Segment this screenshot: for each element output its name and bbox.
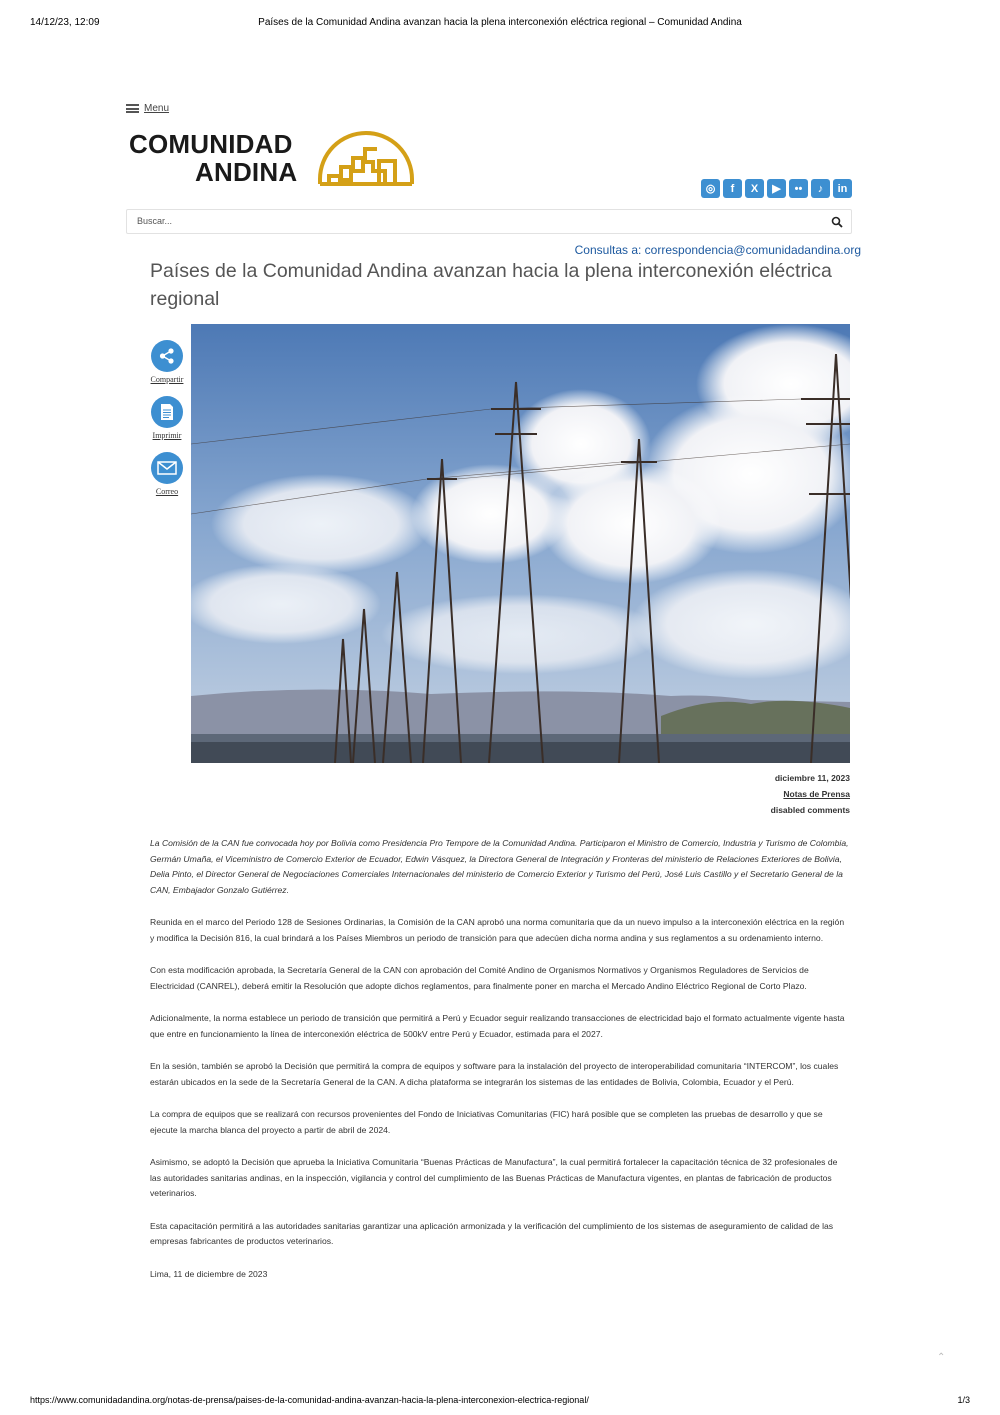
search-icon[interactable]	[831, 216, 843, 228]
print-timestamp: 14/12/23, 12:09	[30, 17, 100, 28]
print-header	[30, 17, 970, 31]
logo-line-1: COMUNIDAD	[129, 129, 293, 159]
comments-status: disabled comments	[770, 805, 850, 815]
article-lead: La Comisión de la CAN fue convocada hoy por Bolivia como Presidencia Pro Tempore de la Comunidad Andina. Participaron el Ministro de Comercio, Industria y Turismo de Colombia, Germán Umaña, el Viceministro de Comercio Exterior de Ecuador, Edwin Vásquez, la Directora General de Integración y Fronteras del ministerio de Relaciones Exteriores de Bolivia, Delia Pinto, el Director General de Negociaciones Comerciales Internacionales del ministerio de Comercio Exterior y Turismo del Perú, José Luis Castillo y el Secretario General de la CAN, Embajador Gonzalo Gutiérrez.	[150, 838, 849, 895]
tiktok-icon[interactable]: ♪	[811, 179, 830, 198]
email-label: Correo	[155, 487, 179, 496]
power-lines-photo	[191, 324, 850, 763]
article-title: Países de la Comunidad Andina avanzan hacia la plena interconexión eléctrica regional	[150, 260, 832, 310]
hamburger-icon	[126, 104, 139, 113]
instagram-icon[interactable]: ◎	[701, 179, 720, 198]
facebook-icon[interactable]: f	[723, 179, 742, 198]
print-page-number: 1/3	[957, 1395, 970, 1405]
share-button[interactable]	[147, 340, 187, 384]
andean-arch-icon	[317, 131, 415, 187]
article-paragraph: Con esta modificación aprobada, la Secretaría General de la CAN con aprobación del Comité Andino de Organismos Normativos y Organismos Reguladores de Servicios de Electricidad (CANREL), deberá emitir la Resolución que adopte dichos reglamentos, para finalmente poner en marcha el Mercado Andino Eléctrico Regional de Corto Plazo.	[150, 965, 809, 991]
print-label: Imprimir	[152, 431, 182, 440]
x-twitter-icon[interactable]: X	[745, 179, 764, 198]
youtube-icon[interactable]: ▶	[767, 179, 786, 198]
hero-image	[191, 324, 850, 763]
share-icon	[151, 340, 183, 372]
email-button[interactable]	[147, 452, 187, 496]
social-links	[701, 179, 852, 198]
post-category-link[interactable]: Notas de Prensa	[783, 789, 850, 799]
envelope-icon	[151, 452, 183, 484]
search-input[interactable]	[137, 216, 787, 226]
share-sidebar	[147, 340, 187, 508]
scroll-to-top-icon[interactable]: ⌃	[937, 1352, 946, 1363]
menu-button[interactable]	[126, 103, 169, 114]
post-meta	[771, 770, 850, 818]
flickr-icon[interactable]: ••	[789, 179, 808, 198]
share-label: Compartir	[150, 375, 184, 384]
article-paragraph: La compra de equipos que se realizará con recursos provenientes del Fondo de Iniciativas Comunitarias (FIC) hará posible que se completen las pruebas de desarrollo y que se ejecute la marcha blanca del proyecto a partir de abril de 2024.	[150, 1109, 823, 1135]
article-paragraph: Asimismo, se adoptó la Decisión que aprueba la Iniciativa Comunitaria “Buenas Prácticas de Manufactura”, la cual permitirá fortalecer la capacitación técnica de 32 profesionales de las autoridades sanitarias andinas, en la inspección, vigilancia y control del cumplimiento de las Buenas Prácticas de Manufactura vigentes, en plantas de fabricación de productos veterinarios.	[150, 1157, 838, 1198]
document-icon	[151, 396, 183, 428]
search-bar	[126, 209, 852, 234]
article-paragraph: Adicionalmente, la norma establece un periodo de transición que permitirá a Perú y Ecuador seguir realizando transacciones de electricidad bajo el formato actualmente vigente hasta que entre en funcionamiento la línea de interconexión eléctrica de 500kV entre Perú y Ecuador, estimada para el 2027.	[150, 1013, 845, 1039]
article-body	[150, 836, 850, 1299]
logo-line-2: ANDINA	[195, 157, 298, 187]
article-dateline: Lima, 11 de diciembre de 2023	[150, 1268, 268, 1279]
contact-email-link[interactable]: Consultas a: correspondencia@comunidadandina.org	[574, 243, 861, 257]
print-url: https://www.comunidadandina.org/notas-de-prensa/paises-de-la-comunidad-andina-avanzan-hacia-la-plena-interconexion-electrica-regional/	[30, 1395, 589, 1405]
print-page-title: Países de la Comunidad Andina avanzan hacia la plena interconexión eléctrica regional – Comunidad Andina	[258, 17, 742, 28]
post-date: diciembre 11, 2023	[774, 773, 850, 783]
site-logo[interactable]	[128, 130, 418, 188]
article-paragraph: Reunida en el marco del Periodo 128 de Sesiones Ordinarias, la Comisión de la CAN aprobó una norma comunitaria que da un nuevo impulso a la interconexión eléctrica en la región y modifica la Decisión 816, la cual brindará a los Países Miembros un periodo de transición para que adecúen dicha norma andina y sus reglamentos a su ordenamiento interno.	[150, 917, 845, 943]
print-button[interactable]	[147, 396, 187, 440]
menu-label: Menu	[144, 103, 170, 114]
print-footer	[30, 1395, 970, 1409]
article-paragraph: Esta capacitación permitirá a las autoridades sanitarias garantizar una aplicación armonizada y la verificación del cumplimiento de los sistemas de aseguramiento de calidad de las empresas fabricantes de productos veterinarios.	[150, 1220, 834, 1246]
article-paragraph: En la sesión, también se aprobó la Decisión que permitirá la compra de equipos y software para la instalación del proyecto de interoperabilidad comunitaria “INTERCOM”, los cuales estarán ubicados en la sede de la Secretaría General de la CAN. A dicha plataforma se integrarán los sistemas de las entidades de Bolivia, Colombia, Ecuador y el Perú.	[150, 1061, 839, 1087]
linkedin-icon[interactable]: in	[833, 179, 852, 198]
